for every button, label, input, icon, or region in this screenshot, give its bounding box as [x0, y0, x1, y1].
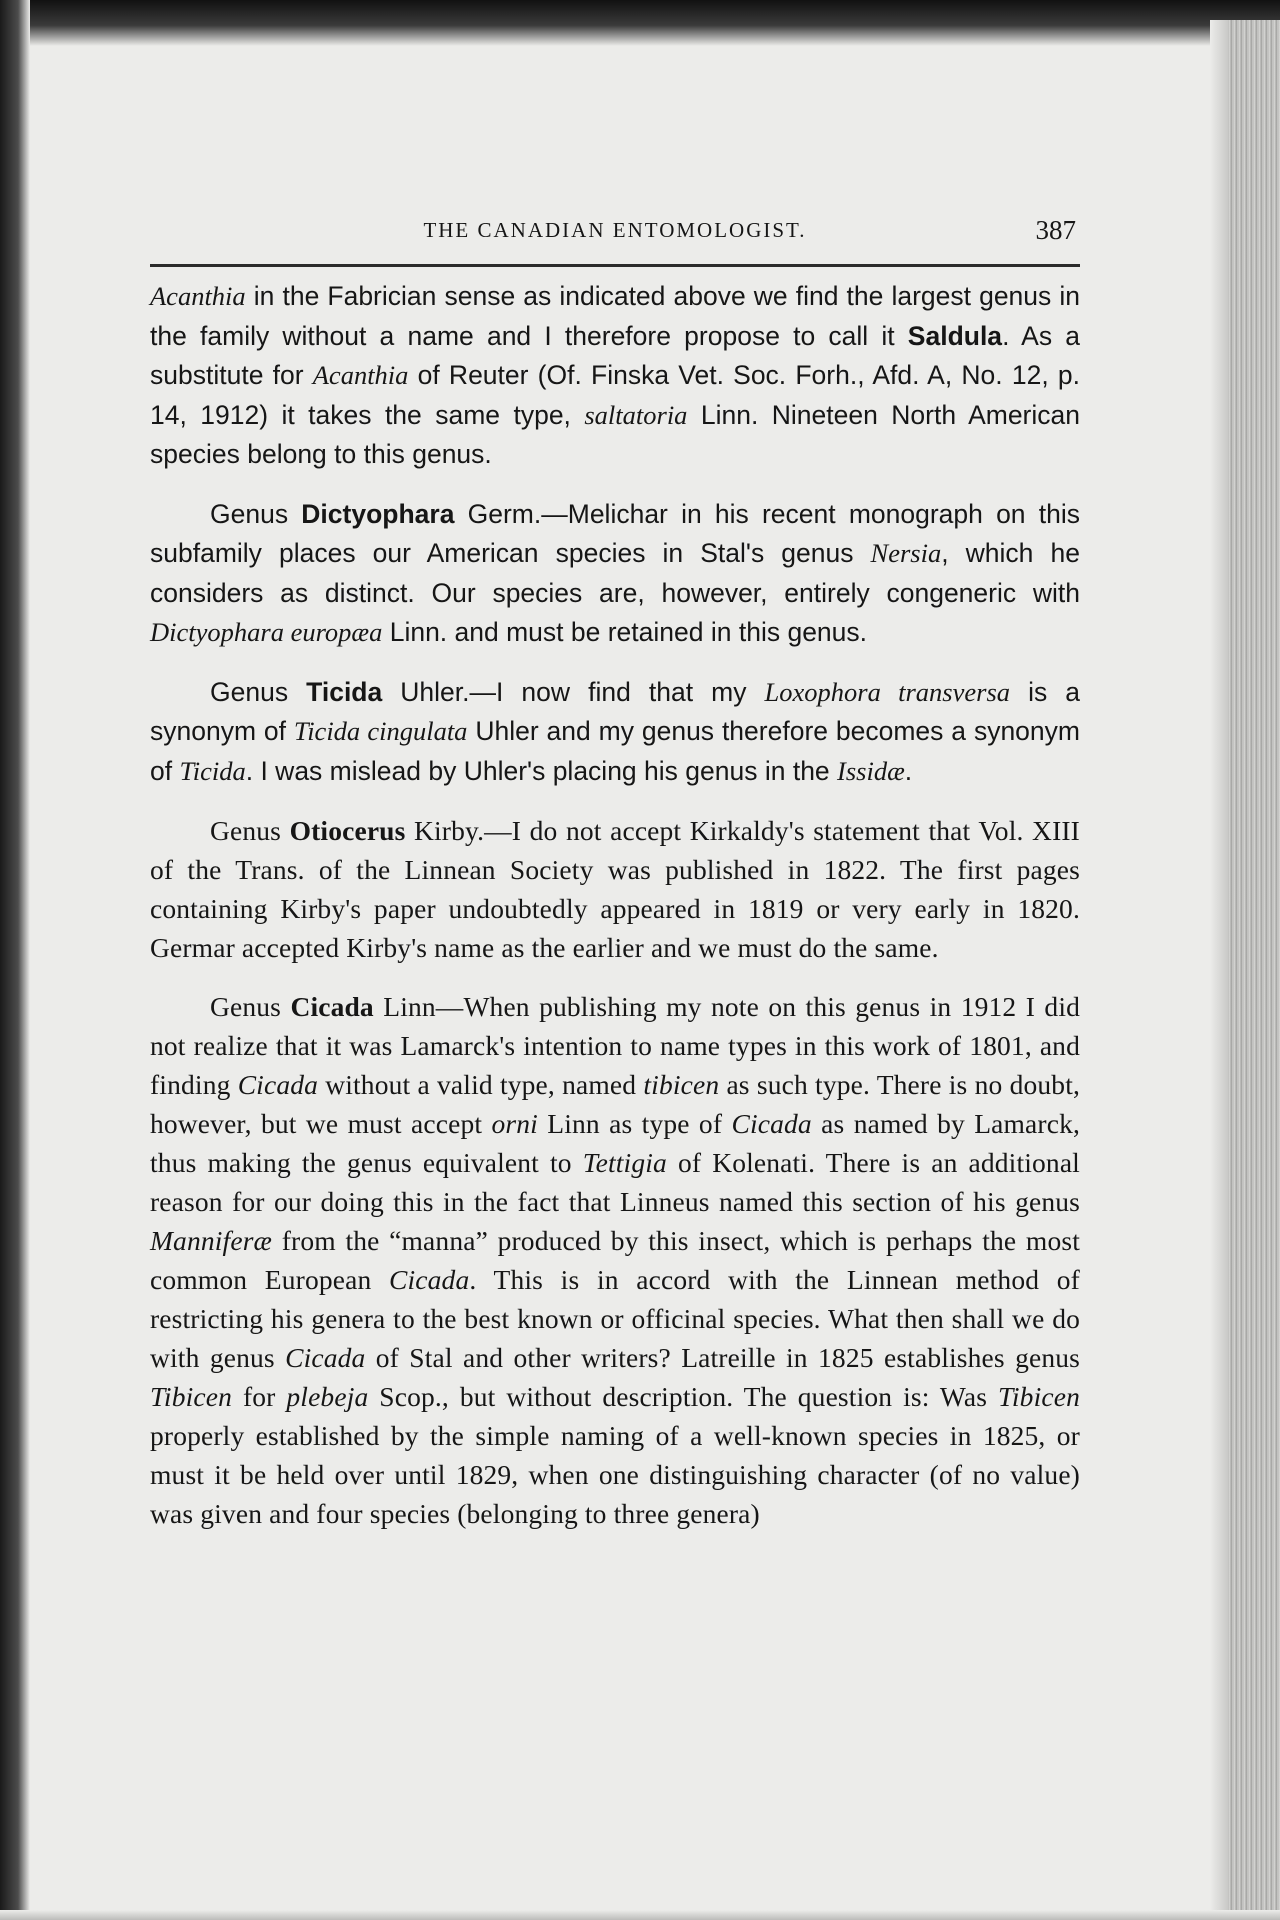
paragraph-otiocerus: Genus Otiocerus Kirby.—I do not accept Kirkaldy's statement that Vol. XIII of the Trans. of the Linnean Society was published in 1822. The first pages containing Kirby's paper undoubtedly appeared in 1819 or very early in 1820. Germar accepted Kirby's name as the earlier and we must do the same.	[150, 815, 1080, 963]
binding-edge	[0, 0, 30, 1920]
page-curl-shade	[1210, 20, 1228, 1920]
italic-term: Loxophora transversa	[764, 676, 1011, 707]
italic-term: Issidæ	[837, 755, 905, 786]
running-head	[150, 208, 1080, 267]
italic-term: Ticida cingulata	[293, 716, 468, 746]
journal-title: THE CANADIAN ENTOMOLOGIST.	[423, 218, 807, 242]
italic-term: Acanthia	[312, 360, 409, 390]
italic-term: Cicada	[285, 1342, 366, 1373]
page-number: 387	[1035, 215, 1076, 245]
italic-term: Ticida	[179, 755, 246, 786]
italic-term: Acanthia	[150, 281, 246, 311]
paragraph-saldula: Acanthia in the Fabrician sense as indicated above we find the largest genus in the family without a name and I therefore propose to call it Saldula. As a substitute for Acanthia of Reuter (Of. Finska Vet. Soc. Forh., Afd. A, No. 12, p. 14, 1912) it takes the same type, saltatoria Linn. Nineteen North American species belong to this genus.	[150, 281, 1080, 469]
italic-term: plebeja	[286, 1381, 369, 1412]
italic-term: Cicada	[731, 1108, 812, 1139]
genus-name: Cicada	[290, 991, 374, 1022]
genus-name: Dictyophara	[301, 498, 455, 529]
italic-term: Nersia	[870, 538, 942, 568]
bottom-shadow	[0, 1910, 1280, 1920]
italic-term: Dictyophara europæa	[150, 617, 383, 647]
italic-term: orni	[491, 1108, 538, 1139]
top-shadow	[0, 0, 1280, 46]
genus-name: Ticida	[306, 676, 383, 707]
italic-term: Cicada	[237, 1069, 319, 1100]
genus-name: Saldula	[907, 320, 1003, 351]
italic-term: saltatoria	[584, 399, 688, 430]
genus-name: Otiocerus	[289, 815, 406, 846]
italic-term: Tibicen	[150, 1381, 233, 1412]
text-block	[150, 208, 1080, 1533]
italic-term: Manniferæ	[150, 1225, 273, 1256]
italic-term: Cicada	[389, 1264, 470, 1295]
paragraph-dictyophara: Genus Dictyophara Germ.—Melichar in his recent monograph on this subfamily places our American species in Stal's genus Nersia, which he considers as distinct. Our species are, however, entirely congeneric with Dictyophara europæa Linn. and must be retained in this genus.	[150, 498, 1080, 647]
italic-term: tibicen	[643, 1069, 720, 1100]
italic-term: Tibicen	[997, 1381, 1080, 1412]
page-edges	[1228, 20, 1280, 1920]
paragraph-cicada: Genus Cicada Linn—When publishing my note on this genus in 1912 I did not realize that it was Lamarck's intention to name types in this work of 1801, and finding Cicada without a valid type, named tibicen as such type. There is no doubt, however, but we must accept orni Linn as type of Cicada as named by Lamarck, thus making the genus equivalent to Tettigia of Kolenati. There is an additional reason for our doing this in the fact that Linneus named this section of his genus Manniferæ from the “manna” produced by this insect, which is perhaps the most common European Cicada. This is in accord with the Linnean method of restricting his genera to the best known or officinal species. What then shall we do with genus Cicada of Stal and other writers? Latreille in 1825 establishes genus Tibicen for plebeja Scop., but without description. The question is: Was Tibicen properly established by the simple naming of a well-known species in 1825, or must it be held over until 1829, when one distinguishing character (of no value) was given and four species (belonging to three genera)	[150, 991, 1081, 1529]
paragraph-ticida: Genus Ticida Uhler.—I now find that my Loxophora transversa is a synonym of Ticida cingulata Uhler and my genus therefore becomes a synonym of Ticida. I was mislead by Uhler's placing his genus in the Issidæ.	[150, 676, 1080, 786]
italic-term: Tettigia	[582, 1147, 667, 1178]
